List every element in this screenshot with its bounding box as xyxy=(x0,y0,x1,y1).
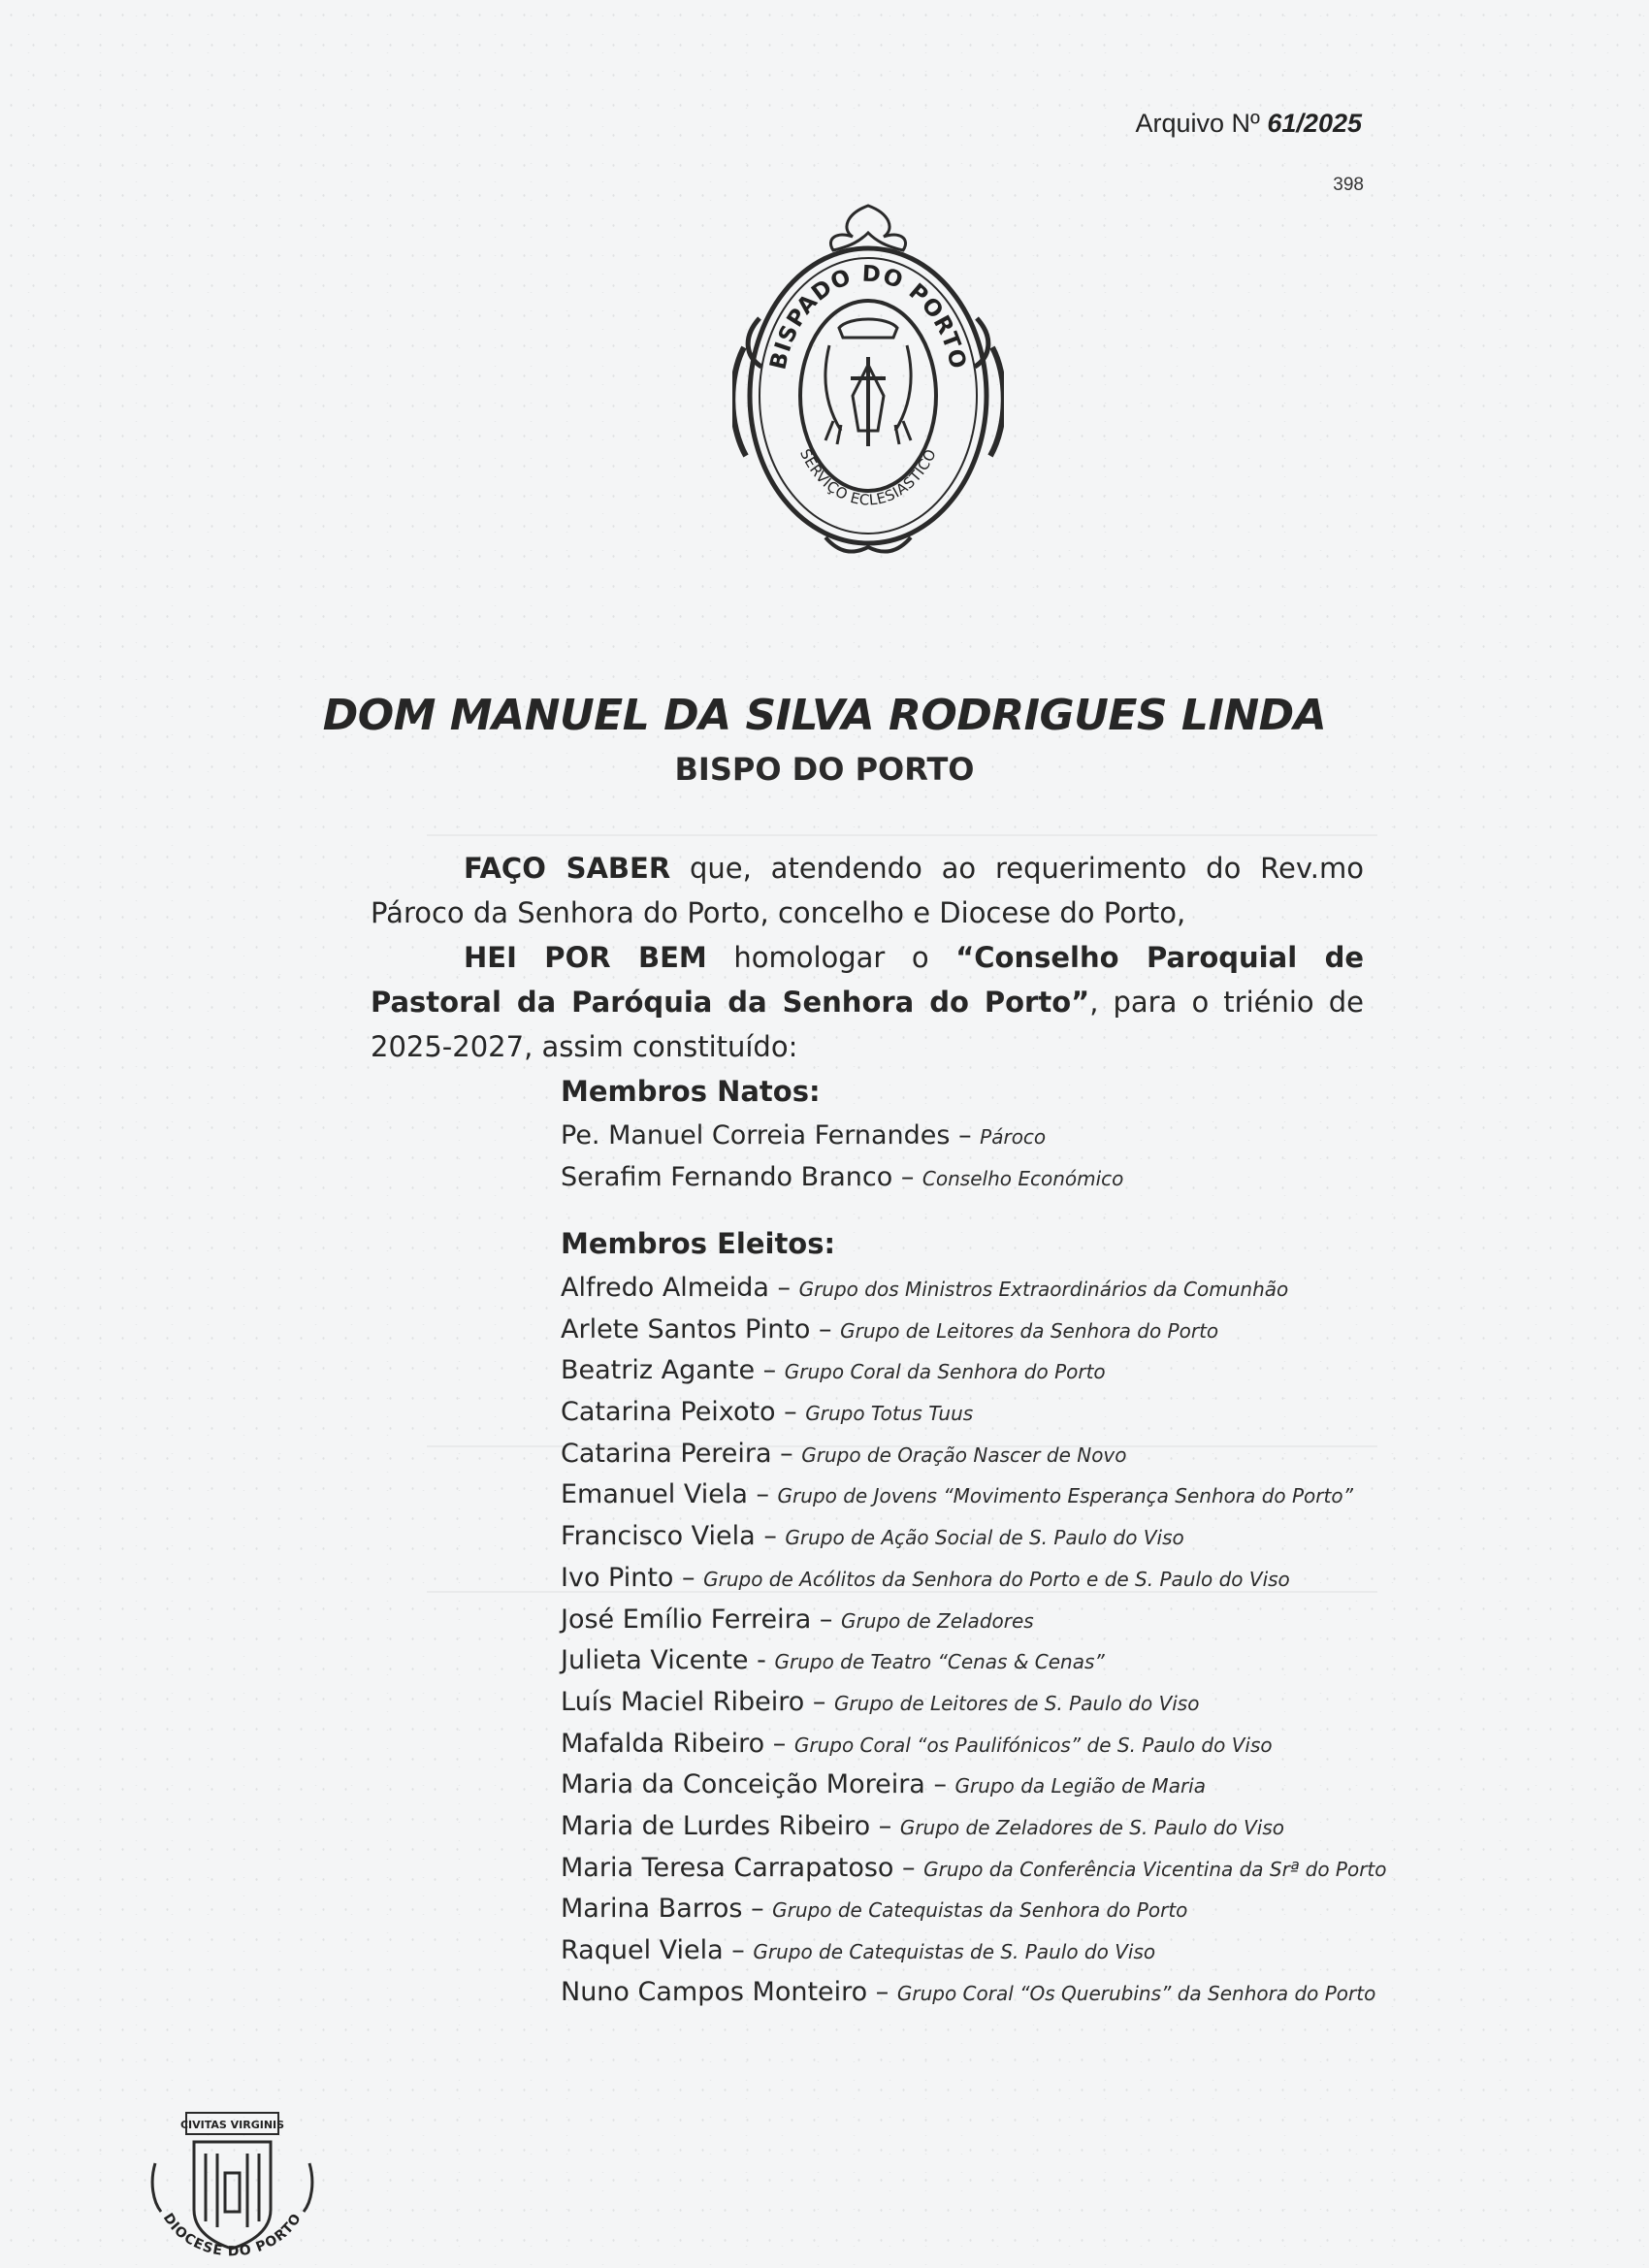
member-name: Nuno Campos Monteiro xyxy=(561,1976,868,2007)
member-separator: – xyxy=(747,1479,778,1510)
member-separator: – xyxy=(811,1604,841,1635)
members-natos-list xyxy=(561,1116,1375,1198)
members-natos-section xyxy=(561,1075,1375,1198)
member-role: Grupo Coral “Os Querubins” da Senhora do Porto xyxy=(896,1981,1376,2005)
member-role: Grupo Coral da Senhora do Porto xyxy=(784,1360,1106,1384)
member-name: Alfredo Almeida xyxy=(561,1273,769,1303)
member-separator: – xyxy=(870,1810,900,1841)
page-number: 398 xyxy=(1333,175,1364,195)
seal-top-text: BISPADO DO PORTO xyxy=(765,261,971,373)
member-name: José Emílio Ferreira xyxy=(561,1604,812,1635)
member-role: Grupo de Jovens “Movimento Esperança Senhora do Porto” xyxy=(777,1484,1353,1508)
member-separator: – xyxy=(755,1355,785,1386)
bishopric-seal xyxy=(732,202,1004,561)
member-role: Grupo de Catequistas de S. Paulo do Viso xyxy=(753,1940,1156,1963)
member-name: Pe. Manuel Correia Fernandes xyxy=(561,1120,951,1150)
member-name: Julieta Vicente xyxy=(561,1645,749,1676)
member-row xyxy=(561,1600,1375,1641)
member-role: Grupo de Zeladores de S. Paulo do Viso xyxy=(899,1815,1285,1839)
archive-label: Arquivo Nº xyxy=(1135,109,1268,138)
member-row xyxy=(561,1806,1375,1848)
member-separator: – xyxy=(771,1438,802,1469)
member-role: Grupo de Oração Nascer de Novo xyxy=(801,1442,1127,1467)
svg-text:DIOCESE DO PORTO xyxy=(160,2211,306,2260)
processional-cross xyxy=(851,357,886,446)
member-name: Luís Maciel Ribeiro xyxy=(561,1686,805,1717)
diocese-stamp xyxy=(147,2095,317,2260)
member-separator: – xyxy=(755,1521,786,1552)
members-eleitos-heading: Membros Eleitos: xyxy=(561,1227,836,1260)
member-row xyxy=(561,1268,1375,1310)
member-name: Maria de Lurdes Ribeiro xyxy=(561,1810,871,1841)
member-role: Grupo de Catequistas da Senhora do Porto xyxy=(772,1898,1188,1923)
member-role: Grupo de Acólitos da Senhora do Porto e de S. Paulo do Viso xyxy=(703,1567,1290,1591)
member-row xyxy=(561,1640,1375,1682)
member-role: Grupo Totus Tuus xyxy=(805,1402,974,1426)
decree-paragraph-2 xyxy=(371,935,1364,1069)
member-separator: – xyxy=(742,1894,773,1925)
member-name: Catarina Peixoto xyxy=(561,1397,776,1428)
member-role: Grupo Coral “os Paulifónicos” de S. Paulo do Viso xyxy=(793,1733,1273,1757)
member-separator: – xyxy=(673,1562,704,1593)
decree-lead-2: HEI POR BEM xyxy=(464,941,707,974)
members-natos-heading: Membros Natos: xyxy=(561,1075,821,1108)
stamp-gate xyxy=(225,2173,240,2212)
bleed-through-line xyxy=(427,834,1377,836)
member-role: Grupo da Conferência Vicentina da Srª do Porto xyxy=(923,1857,1387,1881)
member-name: Beatriz Agante xyxy=(561,1355,756,1386)
member-name: Serafim Fernando Branco xyxy=(561,1161,893,1192)
stamp-towers xyxy=(206,2154,259,2227)
member-row xyxy=(561,1350,1375,1392)
member-separator: – xyxy=(810,1313,841,1345)
member-row xyxy=(561,1972,1375,2014)
member-row xyxy=(561,1765,1375,1806)
member-role: Grupo de Leitores de S. Paulo do Viso xyxy=(833,1691,1200,1715)
svg-text:SERVIÇO ECLESIÁSTICO xyxy=(796,446,940,509)
galero-hat xyxy=(839,319,897,338)
member-separator: – xyxy=(768,1273,799,1303)
member-role: Grupo da Legião de Maria xyxy=(954,1774,1206,1798)
member-row xyxy=(561,1157,1375,1199)
crest-ornament xyxy=(830,206,905,250)
members-eleitos-section xyxy=(561,1227,1387,2013)
decree-lead-1: FAÇO SABER xyxy=(464,852,671,885)
member-name: Emanuel Viela xyxy=(561,1479,748,1510)
member-row xyxy=(561,1682,1375,1724)
member-role: Pároco xyxy=(980,1125,1047,1149)
member-separator: – xyxy=(867,1976,897,2007)
member-row xyxy=(561,1392,1375,1434)
member-separator: – xyxy=(775,1397,806,1428)
member-separator: – xyxy=(764,1728,794,1759)
bishop-title: BISPO DO PORTO xyxy=(674,751,975,788)
bishop-name: DOM MANUEL DA SILVA RODRIGUES LINDA xyxy=(322,691,1327,740)
member-name: Maria Teresa Carrapatoso xyxy=(561,1852,894,1883)
member-name: Catarina Pereira xyxy=(561,1438,772,1469)
member-separator: – xyxy=(893,1852,924,1883)
member-name: Raquel Viela xyxy=(561,1935,724,1965)
member-name: Francisco Viela xyxy=(561,1521,756,1552)
decree-text xyxy=(371,846,1364,1069)
member-row xyxy=(561,1310,1375,1351)
member-role: Conselho Económico xyxy=(922,1166,1124,1190)
member-row xyxy=(561,1516,1375,1558)
member-row xyxy=(561,1116,1375,1157)
member-name: Mafalda Ribeiro xyxy=(561,1728,765,1759)
stamp-banner-text: CIVITAS VIRGINIS xyxy=(179,2119,285,2131)
member-row xyxy=(561,1848,1387,1890)
member-separator: - xyxy=(748,1645,775,1676)
member-row xyxy=(561,1930,1375,1972)
member-role: Grupo dos Ministros Extraordinários da Comunhão xyxy=(798,1278,1289,1301)
stamp-ring-text: DIOCESE DO PORTO xyxy=(159,2210,306,2260)
archive-number: 61/2025 xyxy=(1267,109,1362,138)
member-separator: – xyxy=(723,1935,754,1965)
council-name: “Conselho Paroquial de Pastoral da Paróquia da Senhora do Porto” xyxy=(371,941,1364,1019)
member-role: Grupo de Ação Social de S. Paulo do Viso xyxy=(785,1526,1184,1550)
decree-text-2b: , para o triénio de 2025-2027, assim constituído: xyxy=(371,986,1364,1063)
member-role: Grupo de Leitores da Senhora do Porto xyxy=(840,1318,1219,1343)
members-eleitos-list xyxy=(561,1268,1387,2013)
stamp-side-ornaments xyxy=(152,2163,312,2212)
member-row xyxy=(561,1724,1375,1766)
member-name: Arlete Santos Pinto xyxy=(561,1313,811,1345)
member-name: Ivo Pinto xyxy=(561,1562,674,1593)
member-row xyxy=(561,1474,1375,1516)
decree-paragraph-1 xyxy=(371,846,1364,935)
member-name: Maria da Conceição Moreira xyxy=(561,1769,925,1800)
seal-bottom-text: SERVIÇO ECLESIÁSTICO xyxy=(796,445,941,509)
decree-text-2a: homologar o xyxy=(706,941,956,974)
member-separator: – xyxy=(924,1769,955,1800)
member-separator: – xyxy=(892,1161,922,1192)
member-row xyxy=(561,1434,1375,1475)
member-row xyxy=(561,1889,1375,1930)
member-separator: – xyxy=(804,1686,834,1717)
member-separator: – xyxy=(950,1120,981,1150)
member-role: Grupo de Teatro “Cenas & Cenas” xyxy=(774,1650,1105,1674)
archive-reference xyxy=(1135,109,1362,139)
decree-text-1: que, atendendo ao requerimento do Rev.mo Pároco da Senhora do Porto, concelho e Diocese do Porto, xyxy=(371,852,1364,929)
member-row xyxy=(561,1558,1375,1600)
member-name: Marina Barros xyxy=(561,1894,743,1925)
member-role: Grupo de Zeladores xyxy=(840,1608,1034,1633)
